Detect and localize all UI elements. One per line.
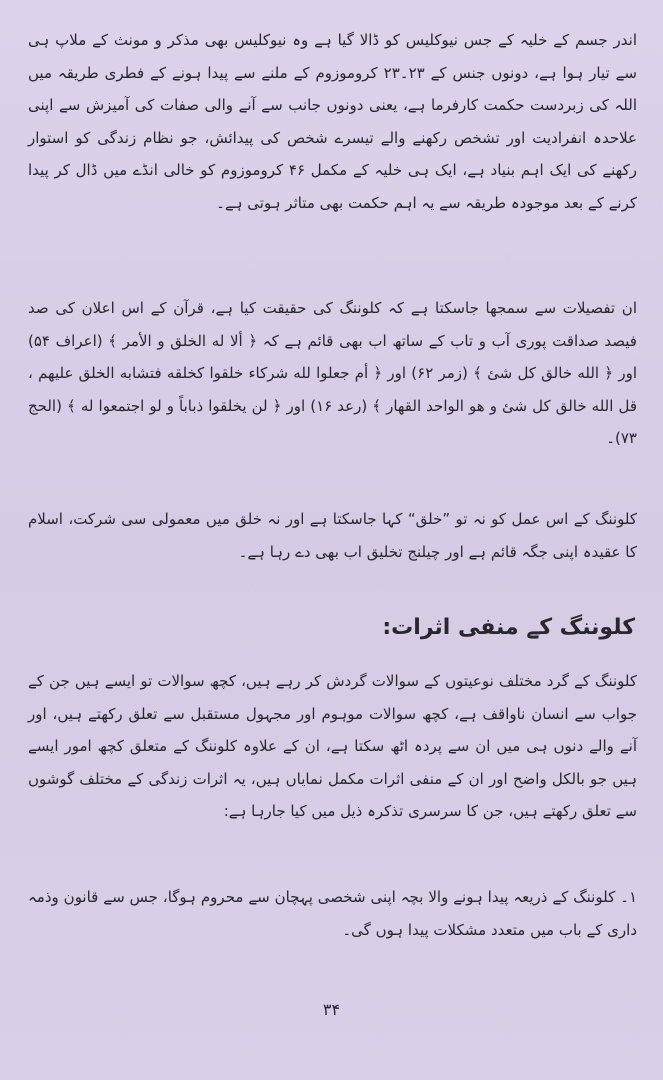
paragraph-2	[28, 292, 637, 455]
paragraph-3-text: کلوننگ کے اس عمل کو نہ تو ”خلق“ کہا جاسکتا ہے اور نہ خلق میں معمولی سی شرکت، اسلام کا عقیدہ اپنی جگہ قائم ہے اور چیلنج تخلیق اب بھی دے رہا ہے۔	[28, 510, 637, 561]
reference-3: (رعد ۱۶) اور	[286, 396, 368, 415]
quran-quote-3: ﴿ أم جعلوا لله شركاء خلقوا كخلقه فتشابه الخلق عليهم ، قل الله خالق كل شئ و هو الواحد القهار ﴾	[28, 364, 637, 415]
paragraph-4-text: کلوننگ کے گرد مختلف نوعیتوں کے سوالات گردش کر رہے ہیں، کچھ سوالات تو ایسے ہیں جن کے جواب سے انسان ناواقف ہے، کچھ سوالات موہوم اور مجہول مستقبل سے تعلق رکھتے ہیں، اور آنے والے دنوں ہی میں ان سے پردہ اٹھ سکتا ہے، ان کے علاوہ کلوننگ کے متعلق کچھ امور ایسے ہیں جو بالکل واضح اور ان کے منفی اثرات مکمل نمایاں ہیں، یہ اثرات زندگی کے مختلف گوشوں سے تعلق رکھتے ہیں، جن کا سرسری تذکرہ ذیل میں کیا جارہا ہے:	[28, 672, 637, 820]
paragraph-4	[28, 665, 637, 828]
paragraph-2-intro: ان تفصیلات سے سمجھا جاسکتا ہے کہ کلوننگ کی حقیقت کیا ہے، قرآن کے اس اعلان کی صد فیصد صداقت پوری آب و تاب کے ساتھ اب بھی قائم ہے کہ	[28, 299, 637, 350]
quran-quote-2: ﴿ الله خالق كل شئ ﴾	[473, 364, 614, 382]
reference-1: (اعراف ۵۴) اور	[28, 331, 637, 382]
section-heading: کلوننگ کے منفی اثرات:	[382, 615, 635, 640]
paragraph-2-text	[28, 292, 637, 455]
page-number: ۳۴	[322, 1000, 341, 1019]
paragraph-5-text: ۱۔ کلوننگ کے ذریعہ پیدا ہونے والا بچہ اپنی شخصی پہچان سے محروم ہوگا، جس سے قانون وذمہ داری کے باب میں متعدد مشکلات پیدا ہوں گی۔	[28, 888, 637, 939]
quran-quote-4: ﴿ لن يخلقوا ذباباً و لو اجتمعوا له ﴾	[67, 396, 282, 415]
paragraph-3	[28, 503, 637, 568]
reference-2: (زمر ۶۲) اور	[387, 364, 468, 382]
paragraph-5	[28, 881, 637, 946]
paragraph-1-text: اندر جسم کے خلیہ کے جس نیوکلیس کو ڈالا گیا ہے وہ نیوکلیس بھی مذکر و مونث کے ملاپ ہی سے تیار ہوا ہے، دونوں جنس کے ۲۳۔۲۳ کروموزوم کے ملنے سے پیدا ہونے کے فطری طریقہ میں اللہ کی زبردست حکمت کارفرما ہے، یعنی دونوں جانب سے آنے والی صفات کی آمیزش سے اپنی علاحدہ انفرادیت اور تشخص رکھنے والے تیسرے شخص کی پیدائش، جو نظام زندگی کو استوار رکھنے کی ایک اہم بنیاد ہے، ایک ہی خلیہ کے مکمل ۴۶ کروموزوم کو خالی انڈے میں ڈال کر پیدا کرنے کے بعد موجودہ طریقہ سے یہ اہم حکمت بھی متاثر ہوتی ہے۔	[28, 31, 638, 212]
quran-quote-1: ﴿ ألا له الخلق و الأمر ﴾	[108, 331, 258, 350]
reference-4: (الحج ۷۳)۔	[28, 396, 637, 447]
paragraph-1	[28, 24, 637, 219]
